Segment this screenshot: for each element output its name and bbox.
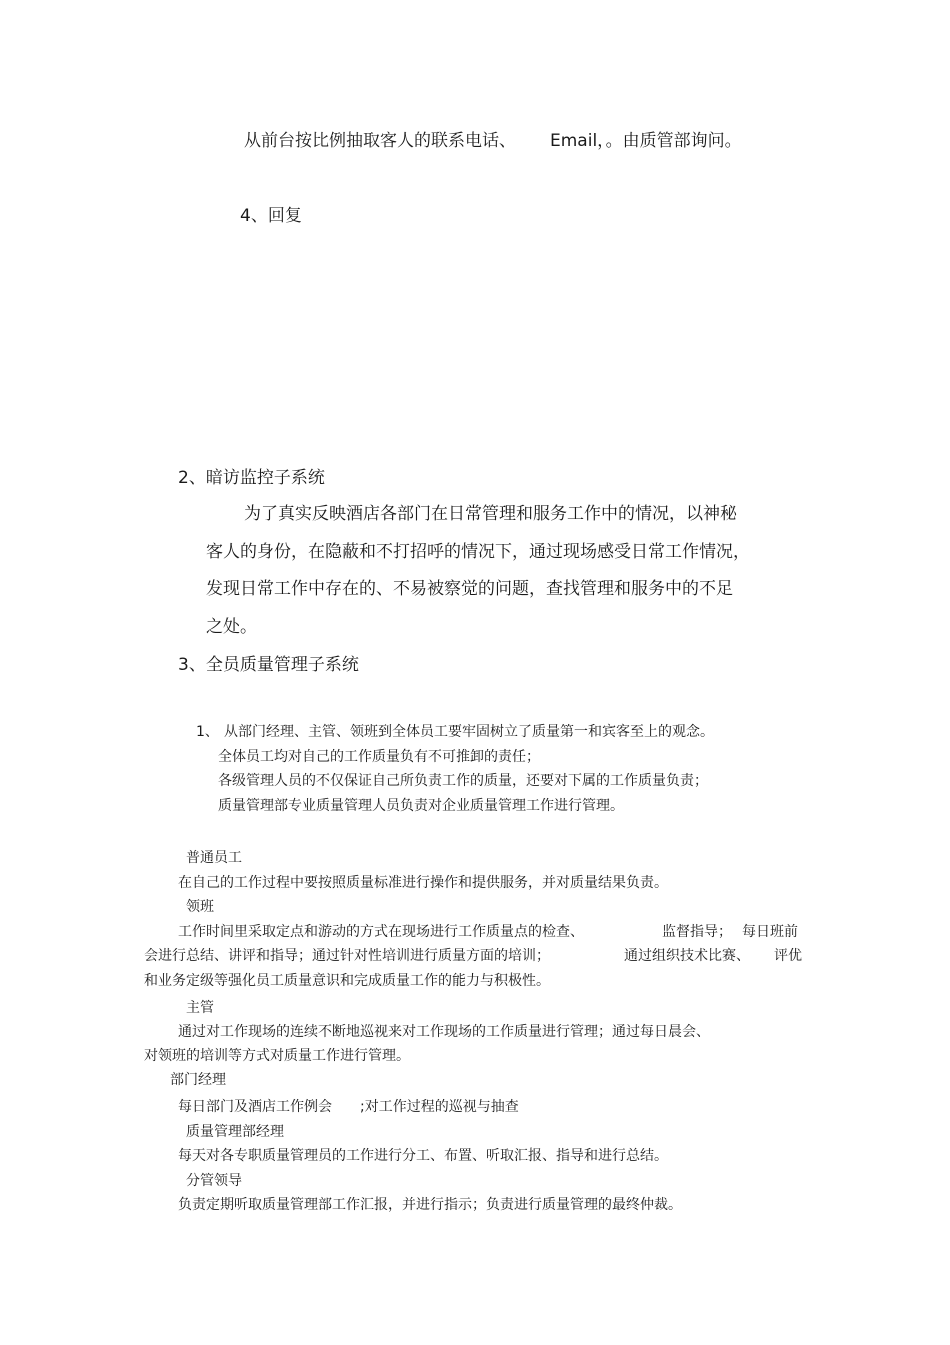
role-desc-leader: 工作时间里采取定点和游动的方式在现场进行工作质量点的检查、 xyxy=(178,924,584,940)
role-title-leader: 领班 xyxy=(186,899,214,915)
role-title-manager: 部门经理 xyxy=(170,1072,226,1088)
section3-heading: 3、全员质量管理子系统 xyxy=(178,655,359,675)
role-desc-leader: 监督指导； xyxy=(662,924,732,940)
role-title-qm: 质量管理部经理 xyxy=(186,1124,284,1140)
section2-para-line: 发现日常工作中存在的、不易被察觉的问题，查找管理和服务中的不足 xyxy=(206,579,733,599)
role-desc-leader: 通过组织技术比赛、 xyxy=(624,948,750,964)
role-desc-leader: 和业务定级等强化员工质量意识和完成质量工作的能力与积极性。 xyxy=(144,973,550,989)
role-title-supervisor: 主管 xyxy=(186,1000,214,1016)
role-desc-leader: 会进行总结、讲评和指导；通过针对性培训进行质量方面的培训； xyxy=(144,948,550,964)
point-line: 全体员工均对自己的工作质量负有不可推卸的责任； xyxy=(218,749,540,765)
reply-heading: 4、回复 xyxy=(240,206,302,226)
role-desc-manager: ;对工作过程的巡视与抽查 xyxy=(360,1099,519,1115)
role-desc-exec: 负责定期听取质量管理部工作汇报，并进行指示；负责进行质量管理的最终仲裁。 xyxy=(178,1197,682,1213)
section2-heading: 2、暗访监控子系统 xyxy=(178,468,325,488)
role-desc-staff: 在自己的工作过程中要按照质量标准进行操作和提供服务，并对质量结果负责。 xyxy=(178,875,668,891)
role-desc-leader: 评优 xyxy=(774,948,802,964)
role-desc-supervisor: 对领班的培训等方式对质量工作进行管理。 xyxy=(144,1048,410,1064)
role-desc-supervisor: 通过对工作现场的连续不断地巡视来对工作现场的工作质量进行管理；通过每日晨会、 xyxy=(178,1024,710,1040)
intro-line-part2: Email，。由质管部询问。 xyxy=(550,131,742,151)
point-line: 质量管理部专业质量管理人员负责对企业质量管理工作进行管理。 xyxy=(218,798,624,814)
role-desc-qm: 每天对各专职质量管理员的工作进行分工、布置、听取汇报、指导和进行总结。 xyxy=(178,1148,668,1164)
role-desc-leader: 每日班前 xyxy=(742,924,798,940)
section2-para-line: 客人的身份，在隐蔽和不打招呼的情况下，通过现场感受日常工作情况， xyxy=(206,542,750,562)
section2-para-line: 之处。 xyxy=(206,617,257,637)
role-title-exec: 分管领导 xyxy=(186,1173,242,1189)
intro-line-part1: 从前台按比例抽取客人的联系电话、 xyxy=(244,131,516,151)
point-line: 各级管理人员的不仅保证自己所负责工作的质量，还要对下属的工作质量负责； xyxy=(218,773,708,789)
section2-para-line: 为了真实反映酒店各部门在日常管理和服务工作中的情况，以神秘 xyxy=(244,504,737,524)
point1-text: 从部门经理、主管、领班到全体员工要牢固树立了质量第一和宾客至上的观念。 xyxy=(224,724,714,740)
point1-number: 1、 xyxy=(196,724,219,740)
role-desc-manager: 每日部门及酒店工作例会 xyxy=(178,1099,332,1115)
role-title-staff: 普通员工 xyxy=(186,850,242,866)
